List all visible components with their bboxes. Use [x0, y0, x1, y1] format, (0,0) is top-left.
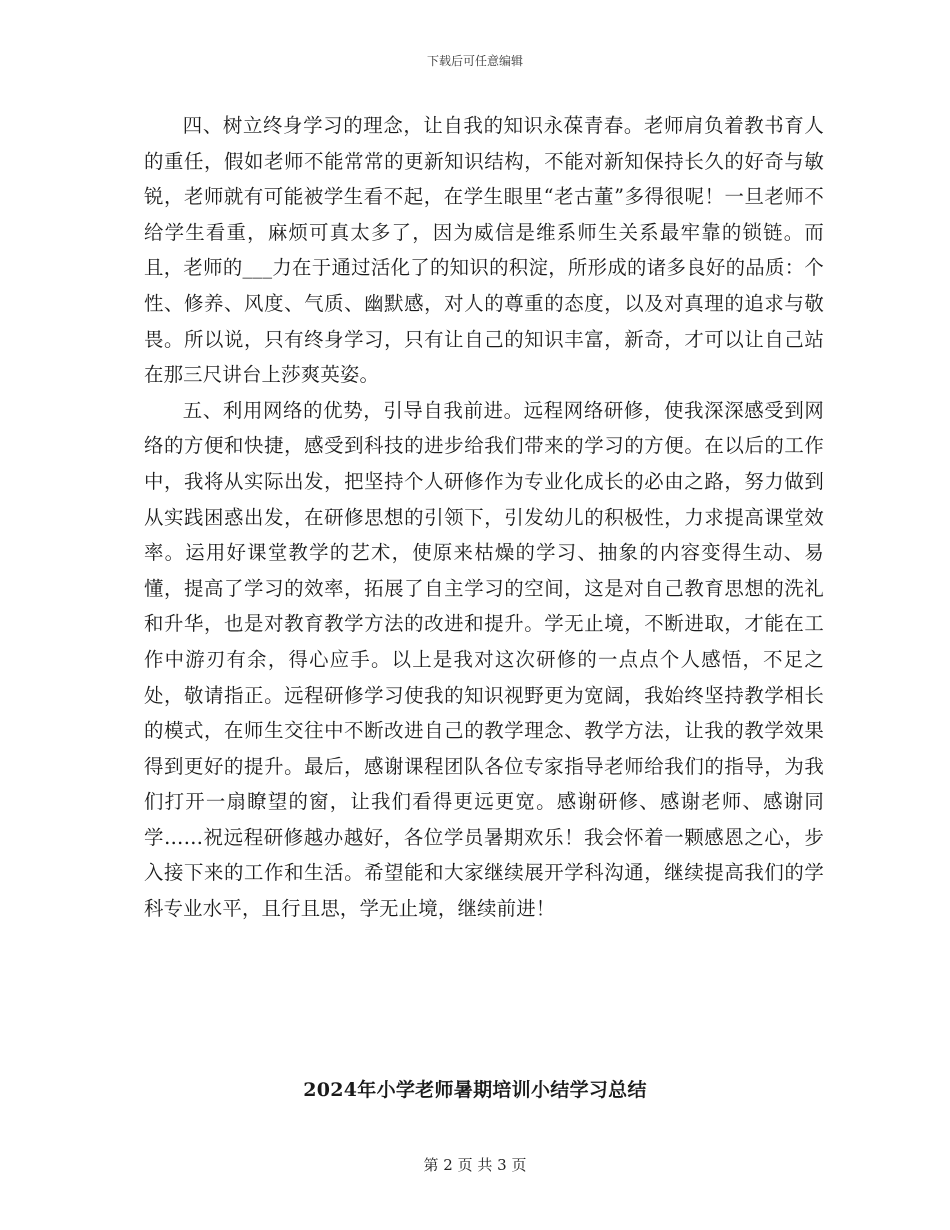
page-header-note: 下载后可任意编辑 [426, 54, 523, 68]
paragraph-lifelong-learning: 四、树立终身学习的理念，让自我的知识永葆青春。老师肩负着教书育人的重任，假如老师不能常常的更新知识结构，不能对新知保持长久的好奇与敏锐，老师就有可能被学生看不起，在学生眼里“老古董”多得很呢！一旦老师不给学生看重，麻烦可真太多了，因为威信是维系师生关系最牢靠的锁链。而且，老师的___力在于通过活化了的知识的积淀，所形成的诸多良好的品质：个性、修养、风度、气质、幽默感，对人的尊重的态度，以及对真理的追求与敬畏。所以说，只有终身学习，只有让自己的知识丰富，新奇，才可以让自己站在那三尺讲台上莎爽英姿。 [144, 114, 824, 387]
document-body [144, 108, 824, 927]
page-number-footer: 第 2 页 共 3 页 [423, 1156, 527, 1174]
next-section-title: 2024年小学老师暑期培训小结学习总结 [303, 1079, 647, 1101]
paragraph-network-advantage: 五、利用网络的优势，引导自我前进。远程网络研修，使我深深感受到网络的方便和快捷，感受到科技的进步给我们带来的学习的方便。在以后的工作中，我将从实际出发，把坚持个人研修作为专业化成长的必由之路，努力做到从实践困惑出发，在研修思想的引领下，引发幼儿的积极性，力求提高课堂效率。运用好课堂教学的艺术，使原来枯燥的学习、抽象的内容变得生动、易懂，提高了学习的效率，拓展了自主学习的空间，这是对自己教育思想的洗礼和升华，也是对教育教学方法的改进和提升。学无止境，不断进取，才能在工作中游刃有余，得心应手。以上是我对这次研修的一点点个人感悟，不足之处，敬请指正。远程研修学习使我的知识视野更为宽阔，我始终坚持教学相长的模式，在师生交往中不断改进自己的教学理念、教学方法，让我的教学效果得到更好的提升。最后，感谢课程团队各位专家指导老师给我们的指导，为我们打开一扇瞭望的窗，让我们看得更远更宽。感谢研修、感谢老师、感谢同学……祝远程研修越办越好，各位学员暑期欢乐！我会怀着一颗感恩之心，步入接下来的工作和生活。希望能和大家继续展开学科沟通，继续提高我们的学科专业水平，且行且思，学无止境，继续前进！ [144, 398, 824, 921]
